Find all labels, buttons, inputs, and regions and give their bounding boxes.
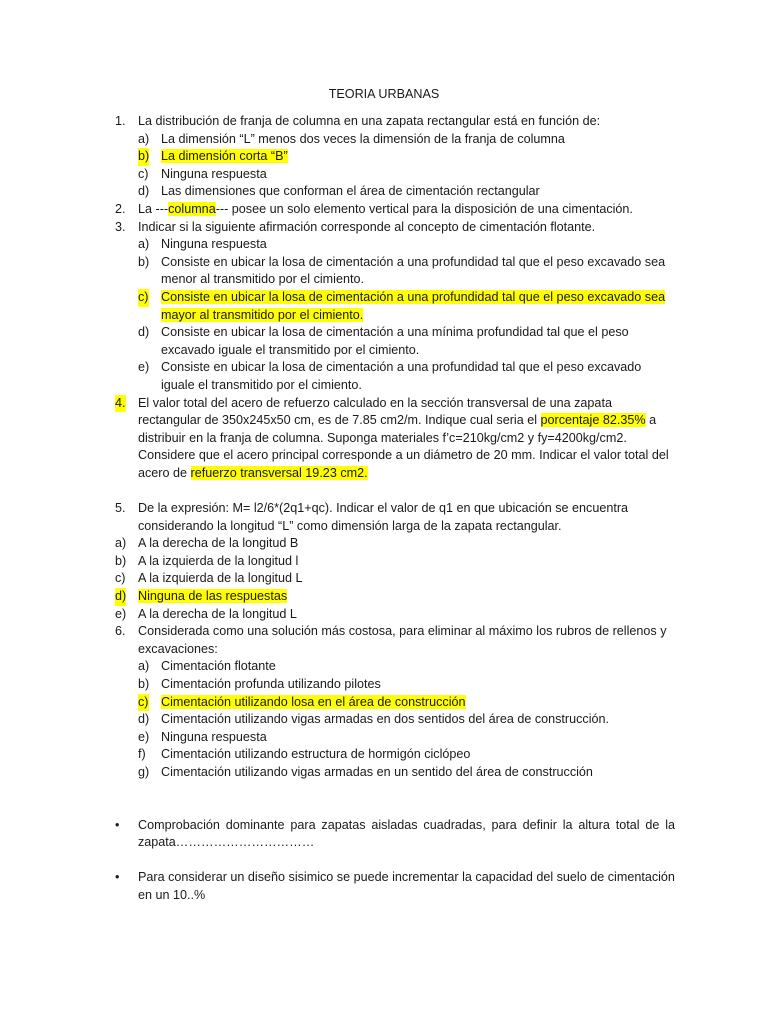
question-number: 1.	[115, 114, 126, 128]
option-6a	[115, 658, 675, 676]
option-5b	[115, 553, 675, 571]
option-text: Consiste en ubicar la losa de cimentación a una mínima profundidad tal que el peso excavado iguale el transmitido por el cimiento.	[161, 325, 629, 357]
option-3c	[115, 289, 675, 324]
option-3a	[115, 236, 675, 254]
option-text: Ninguna respuesta	[161, 237, 267, 252]
bullet-icon: •	[115, 817, 120, 832]
question-5	[115, 500, 675, 535]
option-6b	[115, 676, 675, 694]
option-marker: c)	[138, 289, 149, 307]
option-marker: d)	[138, 325, 150, 340]
option-text-highlighted: Cimentación utilizando losa en el área de construcción	[161, 694, 466, 709]
option-3d	[115, 324, 675, 359]
option-6d	[115, 711, 675, 729]
blank-line	[115, 482, 675, 500]
option-marker: e)	[138, 729, 150, 744]
option-text: Consiste en ubicar la losa de cimentación a una profundidad tal que el peso excavado sea menor al transmitido por el cimiento.	[161, 254, 666, 287]
question-number: 5.	[115, 501, 126, 516]
option-marker: b)	[138, 677, 150, 691]
option-text: Cimentación utilizando vigas armadas en un sentido del área de construcción	[161, 764, 593, 779]
blank-line	[115, 782, 675, 817]
option-5d	[115, 588, 675, 606]
option-marker: c)	[115, 571, 126, 586]
option-marker: e)	[115, 606, 127, 621]
option-text: Cimentación utilizando estructura de hormigón ciclópeo	[161, 747, 471, 762]
option-marker: g)	[138, 764, 150, 779]
option-text: A la izquierda de la longitud L	[138, 571, 303, 586]
option-6f	[115, 746, 675, 764]
question-text: La distribución de franja de columna en una zapata rectangular está en función de:	[138, 114, 601, 128]
option-text-highlighted: Consiste en ubicar la losa de cimentación a una profundidad tal que el peso excavado sea mayor al transmitido por el cimiento.	[161, 289, 666, 322]
question-number: 6.	[115, 624, 126, 639]
option-text: Cimentación utilizando vigas armadas en dos sentidos del área de construcción.	[161, 712, 610, 727]
option-text: Cimentación profunda utilizando pilotes	[161, 677, 381, 691]
question-text: Considerada como una solución más costosa, para eliminar al máximo los rubros de rellenos y excavaciones:	[138, 624, 667, 656]
option-5e	[115, 606, 675, 624]
question-3	[115, 219, 675, 237]
option-marker: f)	[138, 747, 146, 762]
option-text: Cimentación flotante	[161, 659, 276, 674]
option-text-highlighted: La dimensión corta “B”	[161, 149, 288, 164]
option-marker: b)	[138, 148, 149, 166]
option-marker: a)	[115, 536, 127, 551]
question-1	[115, 113, 675, 131]
option-1d	[115, 183, 675, 201]
bullet-text: Para considerar un diseño sisimico se puede incrementar la capacidad del suelo de cimentación en un 10..%	[138, 870, 675, 902]
option-text: A la derecha de la longitud L	[138, 606, 297, 621]
option-5a	[115, 535, 675, 553]
option-text: Ninguna respuesta	[161, 166, 267, 181]
option-6g	[115, 764, 675, 782]
question-text-part2: a distribuir en la franja de columna. Suponga materiales f’c=210kg/cm2 y fy=4200kg/cm2. Considere que el acero principal corresponde a un diámetro de 20 mm. Indicar el valor total del acero de	[138, 413, 669, 480]
bullet-item-1	[115, 817, 675, 852]
question-number-highlighted: 4.	[115, 395, 126, 413]
question-text-post: --- posee un solo elemento vertical para la disposición de una cimentación.	[215, 201, 633, 216]
option-3b	[115, 254, 675, 289]
option-1a	[115, 131, 675, 149]
bullet-item-2	[115, 869, 675, 904]
question-text: De la expresión: M= l2/6*(2q1+qc). Indicar el valor de q1 en que ubicación se encuentra considerando la longitud “L” como dimensión larga de la zapata rectangular.	[138, 501, 629, 533]
option-marker: a)	[138, 131, 150, 146]
option-text: A la derecha de la longitud B	[138, 536, 299, 551]
option-5c	[115, 570, 675, 588]
option-marker: a)	[138, 659, 150, 674]
option-text: Las dimensiones que conforman el área de cimentación rectangular	[161, 184, 540, 199]
question-number: 2.	[115, 201, 126, 216]
option-1c	[115, 166, 675, 184]
option-marker: d)	[138, 712, 150, 727]
document-title: TEORIA URBANAS	[328, 87, 440, 101]
question-2	[115, 201, 675, 219]
question-text: Indicar si la siguiente afirmación corresponde al concepto de cimentación flotante.	[138, 219, 596, 234]
option-3e	[115, 359, 675, 394]
answer-highlight: columna	[168, 201, 216, 216]
option-text: La dimensión “L” menos dos veces la dimensión de la franja de columna	[161, 131, 565, 146]
option-marker: d)	[115, 588, 126, 606]
option-marker: b)	[115, 553, 127, 568]
option-marker: a)	[138, 237, 150, 252]
blank-line	[115, 852, 675, 870]
question-4	[115, 395, 675, 483]
option-marker: c)	[138, 694, 149, 712]
option-6e	[115, 729, 675, 747]
option-marker: e)	[138, 360, 150, 375]
question-number: 3.	[115, 219, 126, 234]
option-text: Ninguna respuesta	[161, 729, 267, 744]
bullet-icon: •	[115, 870, 120, 885]
answer-highlight-transverse: refuerzo transversal 19.23 cm2.	[190, 465, 368, 480]
document-body	[115, 113, 675, 905]
option-text: A la izquierda de la longitud l	[138, 553, 299, 568]
option-6c	[115, 694, 675, 712]
question-6	[115, 623, 675, 658]
bullet-text: Comprobación dominante para zapatas aisladas cuadradas, para definir la altura total de la zapata……………………………	[138, 817, 675, 850]
option-marker: d)	[138, 184, 150, 199]
question-text-part1: El valor total del acero de refuerzo calculado en la sección transversal de una zapata rectangular de 350x245x50 cm, es de 7.85 cm2/m. Indique cual seria el	[138, 395, 612, 428]
option-marker: c)	[138, 166, 149, 181]
answer-highlight-percentage: porcentaje 82.35%	[540, 413, 646, 428]
option-1b	[115, 148, 675, 166]
option-text-highlighted: Ninguna de las respuestas	[138, 589, 288, 604]
question-text-pre: La ---	[138, 201, 169, 216]
option-text: Consiste en ubicar la losa de cimentación a una profundidad tal que el peso excavado iguale el transmitido por el cimiento.	[161, 360, 642, 392]
option-marker: b)	[138, 254, 150, 269]
